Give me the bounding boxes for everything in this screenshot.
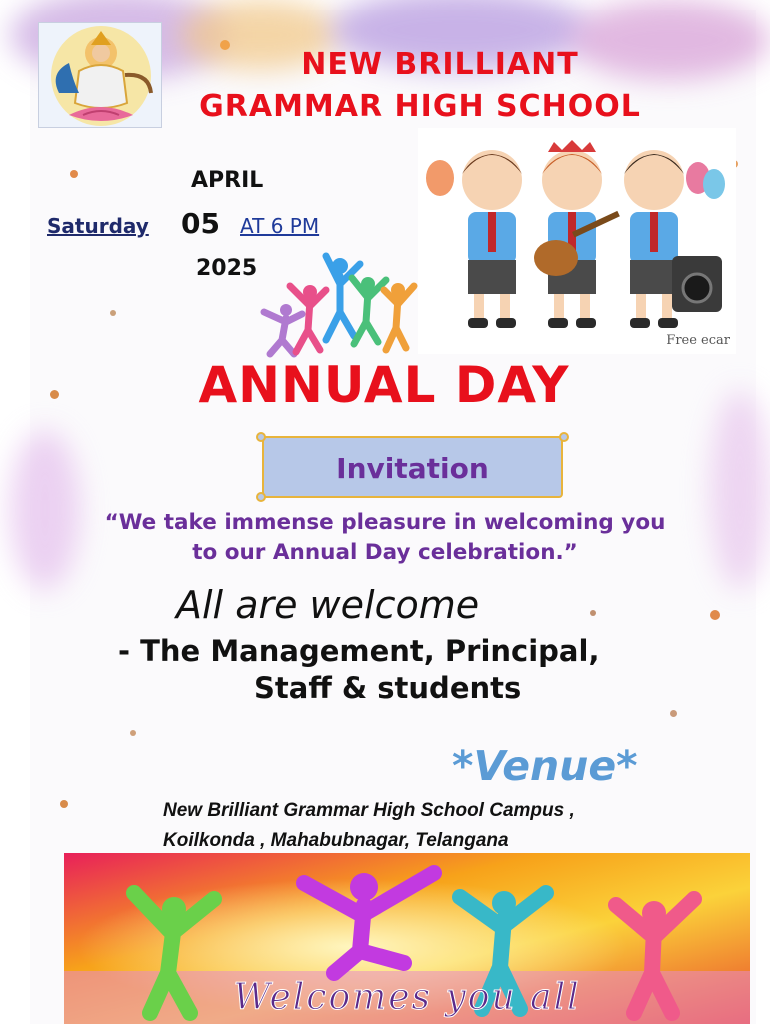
event-month: APRIL (191, 168, 264, 193)
kids-illustration (418, 128, 736, 354)
welcome-heading: All are welcome (176, 583, 480, 627)
venue-title: *Venue* (452, 742, 638, 790)
confetti-dot (70, 170, 78, 178)
scroll-curl (256, 432, 266, 442)
invitation-banner (262, 436, 563, 498)
venue-address-line1: New Brilliant Grammar High School Campus , (163, 800, 575, 821)
quote-line2: to our Annual Day celebration.” (192, 540, 578, 565)
confetti-dot (710, 610, 720, 620)
event-time: AT 6 PM (240, 214, 320, 238)
illustration-watermark: Free ecar (666, 333, 730, 348)
confetti-dot (110, 310, 116, 316)
signature (118, 633, 599, 707)
signature-line1: - The Management, Principal, (118, 634, 600, 668)
confetti-dot (60, 800, 68, 808)
footer-banner (64, 853, 750, 1024)
event-title: ANNUAL DAY (198, 356, 570, 414)
dancing-people-icon (250, 250, 420, 365)
school-name-line2: GRAMMAR HIGH SCHOOL (199, 89, 641, 124)
event-year: 2025 (196, 256, 258, 281)
quote-line1: “We take immense pleasure in welcoming you (104, 510, 666, 535)
dancers-graphic (250, 250, 420, 365)
event-day: 05 (181, 207, 220, 240)
school-name-line1: NEW BRILLIANT (301, 47, 579, 82)
cartoon-kids-icon (418, 128, 736, 354)
invitation-quote (40, 508, 730, 568)
confetti-dot (130, 730, 136, 736)
confetti-dot (590, 610, 596, 616)
event-weekday: Saturday (47, 214, 149, 238)
invitation-label: Invitation (336, 452, 489, 485)
scroll-curl (559, 432, 569, 442)
scroll-curl (256, 492, 266, 502)
footer-greeting: Welcomes you all (233, 977, 581, 1018)
venue-address (163, 796, 575, 856)
signature-line2: Staff & students (254, 671, 522, 705)
venue-address-line2: Koilkonda , Mahabubnagar, Telangana (163, 830, 509, 851)
confetti-dot (670, 710, 677, 717)
school-name (130, 44, 750, 128)
